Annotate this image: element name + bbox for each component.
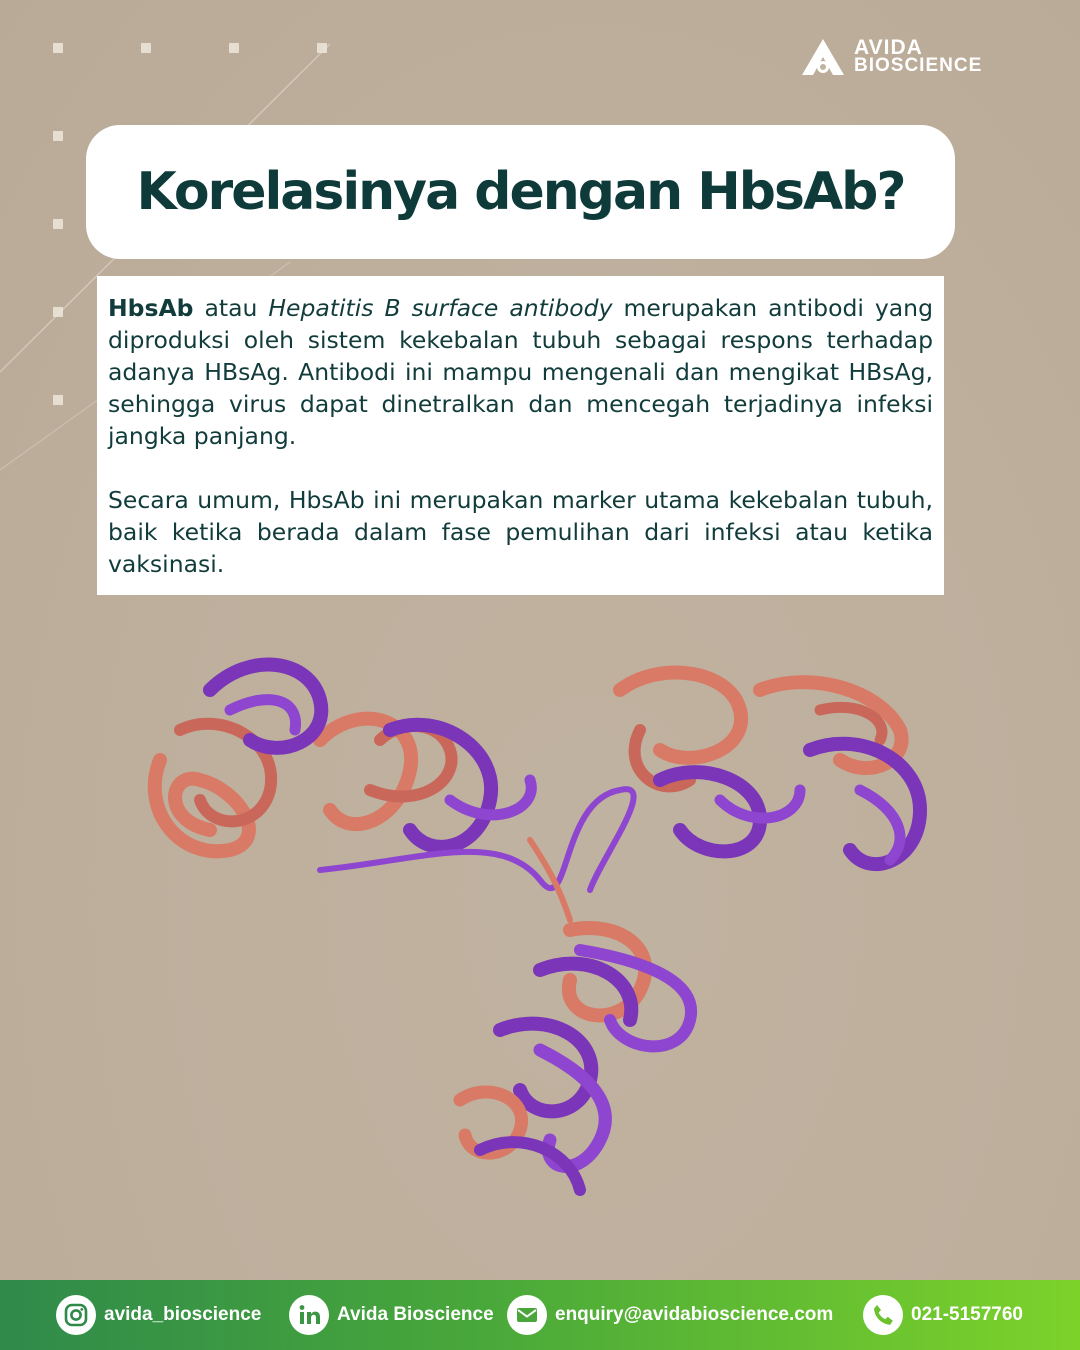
antibody-illustration xyxy=(120,630,960,1230)
description-card xyxy=(97,276,944,595)
footer-bar xyxy=(0,1280,1080,1350)
brand-name xyxy=(854,36,983,76)
page-title: Korelasinya dengan HbsAb? xyxy=(136,162,905,222)
linkedin-name: Avida Bioscience xyxy=(337,1304,494,1325)
brand-name-line1: AVIDA xyxy=(854,36,923,59)
brand-name-line2: BIOSCIENCE xyxy=(854,55,983,76)
email-address: enquiry@avidabioscience.com xyxy=(555,1304,834,1325)
brand-logo xyxy=(800,34,1000,80)
title-card xyxy=(86,125,955,259)
paragraph-2: Secara umum, HbsAb ini merupakan marker utama kekebalan tubuh, baik ketika berada dalam fase pemulihan dari infeksi atau ketika vaksinasi. xyxy=(108,486,933,578)
term-hbsab: HbsAb xyxy=(108,294,194,322)
p1-connector: atau xyxy=(193,294,269,322)
instagram-contact[interactable] xyxy=(56,1294,261,1336)
instagram-icon xyxy=(56,1295,96,1335)
paragraph-1 xyxy=(108,292,933,452)
p1-rest: merupakan antibodi yang diproduksi oleh sistem kekebalan tubuh sebagai respons terhadap adanya HBsAg. Antibodi ini mampu mengenali dan mengikat HBsAg, sehingga virus dapat dinetralkan dan mencegah terjadinya infeksi jangka panjang. xyxy=(108,294,933,450)
avida-logo-icon xyxy=(800,37,846,77)
phone-number: 021-5157760 xyxy=(911,1304,1023,1325)
linkedin-contact[interactable] xyxy=(289,1294,494,1336)
email-contact[interactable] xyxy=(507,1294,833,1336)
phone-contact[interactable] xyxy=(863,1294,1023,1336)
linkedin-icon xyxy=(289,1295,329,1335)
email-icon xyxy=(507,1295,547,1335)
phone-icon xyxy=(863,1295,903,1335)
instagram-handle: avida_bioscience xyxy=(104,1304,262,1325)
term-full-name: Hepatitis B surface antibody xyxy=(268,294,613,322)
